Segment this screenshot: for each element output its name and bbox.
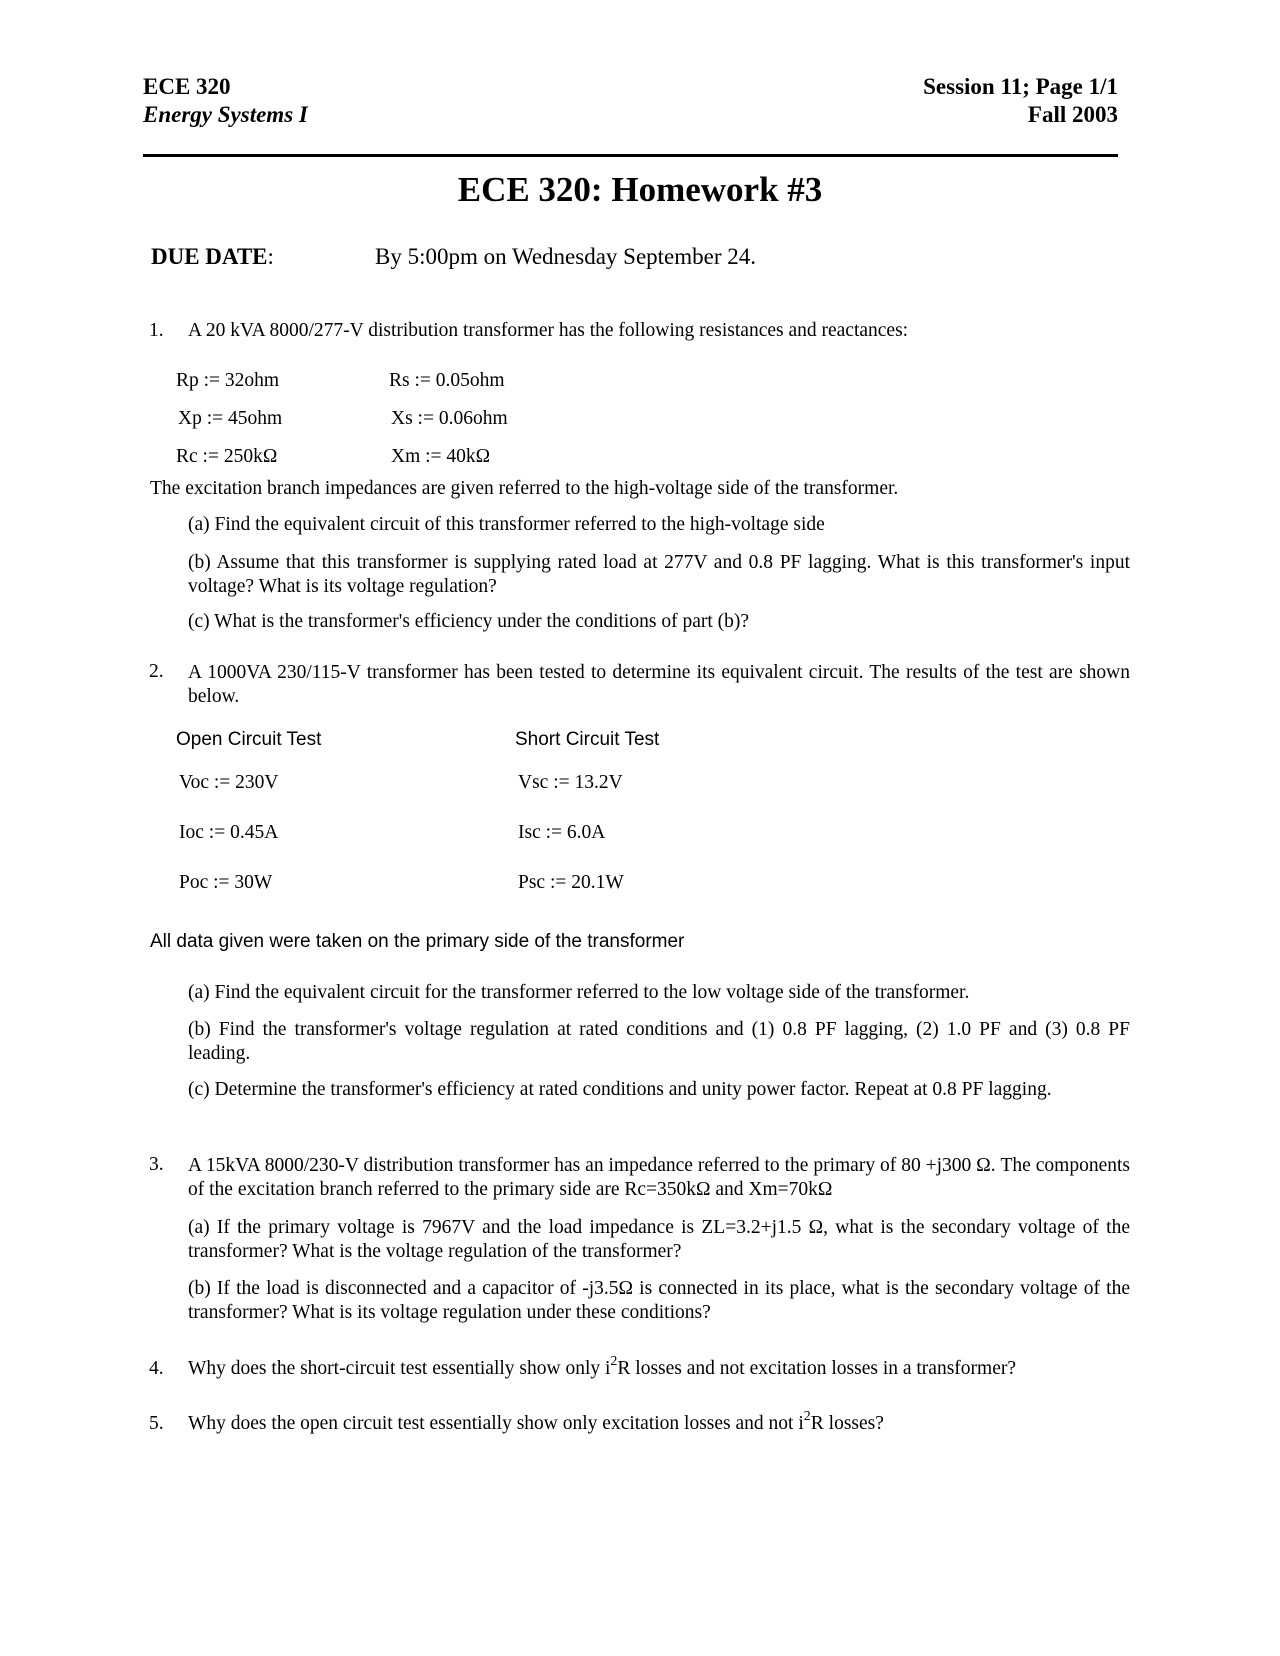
value-xs: Xs := 0.06ohm [391, 408, 508, 429]
short-circuit-test-title: Short Circuit Test [515, 729, 660, 750]
problem-5-number: 5. [149, 1413, 164, 1434]
due-date-text: By 5:00pm on Wednesday September 24. [375, 244, 757, 269]
term: Fall 2003 [1027, 102, 1118, 127]
value-isc: Isc := 6.0A [518, 822, 606, 843]
value-xm: Xm := 40kΩ [391, 446, 491, 467]
due-date-label: DUE DATE: [151, 244, 274, 269]
problem-1-intro: A 20 kVA 8000/277-V distribution transformer has the following resistances and reactances: [188, 320, 909, 341]
problem-1b: (b) Assume that this transformer is supplying rated load at 277V and 0.8 PF lagging. What is this transformer's input voltage? What is its voltage regulation? [188, 552, 1130, 597]
course-name: Energy Systems I [143, 102, 308, 127]
problem-2b: (b) Find the transformer's voltage regulation at rated conditions and (1) 0.8 PF lagging, (2) 1.0 PF and (3) 0.8 PF leading. [188, 1019, 1130, 1064]
value-rs: Rs := 0.05ohm [389, 370, 505, 391]
value-xp: Xp := 45ohm [178, 408, 283, 429]
open-circuit-test-title: Open Circuit Test [176, 729, 322, 750]
problem-2c: (c) Determine the transformer's efficiency at rated conditions and unity power factor. Repeat at 0.8 PF lagging. [188, 1079, 1052, 1100]
problem-3a: (a) If the primary voltage is 7967V and the load impedance is ZL=3.2+j1.5 Ω, what is the secondary voltage of the transformer? What is the voltage regulation of the transformer? [188, 1217, 1130, 1262]
problem-1c: (c) What is the transformer's efficiency under the conditions of part (b)? [188, 611, 750, 632]
problem-3-intro: A 15kVA 8000/230-V distribution transformer has an impedance referred to the primary of 80 +j300 Ω. The components of the excitation branch referred to the primary side are Rc=350kΩ and Xm=70kΩ [188, 1155, 1130, 1200]
page-title: ECE 320: Homework #3 [457, 170, 823, 209]
session-info: Session 11; Page 1/1 [923, 74, 1118, 99]
course-code: ECE 320 [143, 74, 231, 99]
problem-5-question: Why does the open circuit test essentially show only excitation losses and not $i^2R$ losses? [188, 1409, 884, 1434]
value-rp: Rp := 32ohm [176, 370, 280, 391]
value-vsc: Vsc := 13.2V [518, 772, 623, 793]
problem-1-number: 1. [149, 320, 164, 341]
problem-2-number: 2. [149, 661, 164, 682]
problem-2-intro: A 1000VA 230/115-V transformer has been tested to determine its equivalent circuit. The results of the test are shown below. [188, 662, 1130, 707]
problem-3b: (b) If the load is disconnected and a capacitor of -j3.5Ω is connected in its place, what is the secondary voltage of the transformer? What is its voltage regulation under these conditions? [188, 1278, 1130, 1323]
value-poc: Poc := 30W [179, 872, 273, 893]
problem-1a: (a) Find the equivalent circuit of this transformer referred to the high-voltage side [188, 514, 825, 535]
header-rule [143, 154, 1118, 157]
problem-4-question: Why does the short-circuit test essentially show only $i^2R$ losses and not excitation losses in a transformer? [188, 1354, 1017, 1379]
problem-1-note: The excitation branch impedances are given referred to the high-voltage side of the transformer. [150, 478, 899, 499]
problem-3-number: 3. [149, 1154, 164, 1175]
problem-2-note: All data given were taken on the primary side of the transformer [150, 931, 685, 952]
value-psc: Psc := 20.1W [518, 872, 624, 893]
value-ioc: Ioc := 0.45A [179, 822, 279, 843]
problem-2a: (a) Find the equivalent circuit for the transformer referred to the low voltage side of the transformer. [188, 982, 970, 1003]
value-voc: Voc := 230V [179, 772, 279, 793]
problem-4-number: 4. [149, 1358, 164, 1379]
value-rc: Rc := 250kΩ [176, 446, 278, 467]
